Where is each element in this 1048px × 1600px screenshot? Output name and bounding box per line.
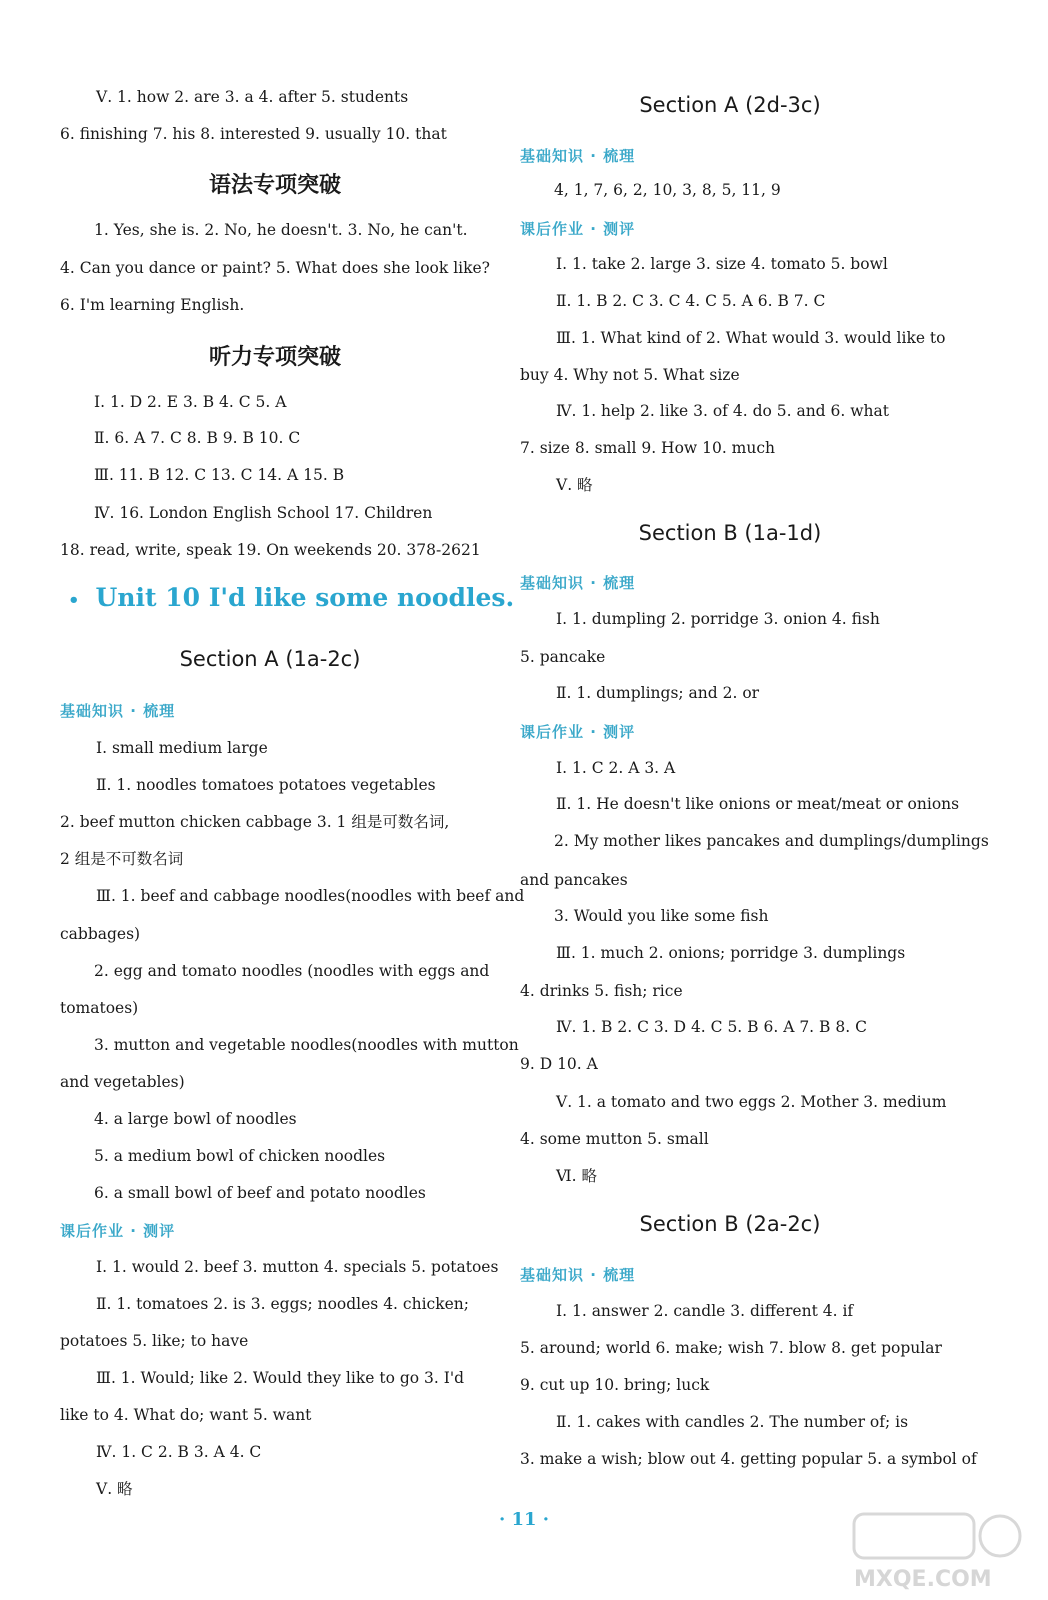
basic-knowledge-label: 基础知识 · 梳理 <box>520 147 636 165</box>
text-line: 6. finishing 7. his 8. interested 9. usually 10. that <box>60 125 447 143</box>
text-line: 9. D 10. A <box>520 1055 598 1073</box>
grammar-heading: 语法专项突破 <box>208 173 341 198</box>
text-line: potatoes 5. like; to have <box>60 1332 249 1350</box>
text-line: 7. size 8. small 9. How 10. much <box>520 439 776 457</box>
text-line: Ⅴ. 略 <box>96 1480 133 1498</box>
text-line: Ⅳ. 16. London English School 17. Children <box>94 504 433 522</box>
text-line: Ⅱ. 1. tomatoes 2. is 3. eggs; noodles 4. chicken; <box>96 1295 469 1313</box>
basic-knowledge-label: 基础知识 · 梳理 <box>520 574 636 592</box>
text-line: and pancakes <box>520 871 628 889</box>
text-line: 4. a large bowl of noodles <box>94 1110 297 1128</box>
text-line: Ⅱ. 1. B 2. C 3. C 4. C 5. A 6. B 7. C <box>556 292 826 310</box>
text-line: 9. cut up 10. bring; luck <box>520 1376 710 1394</box>
text-line: Ⅵ. 略 <box>556 1167 597 1185</box>
text-line: Ⅴ. 1. how 2. are 3. a 4. after 5. students <box>96 88 409 106</box>
text-line: 4. Can you dance or paint? 5. What does she look like? <box>60 259 490 277</box>
text-line: 2. beef mutton chicken cabbage 3. 1 组是可数名词, <box>60 813 450 831</box>
text-line: 3. Would you like some fish <box>554 907 769 925</box>
text-line: 3. mutton and vegetable noodles(noodles with mutton <box>94 1036 519 1054</box>
text-line: 4. some mutton 5. small <box>520 1130 709 1148</box>
text-line: Ⅰ. 1. C 2. A 3. A <box>556 759 676 777</box>
text-line: Ⅱ. 1. noodles tomatoes potatoes vegetables <box>96 776 436 794</box>
listening-heading: 听力专项突破 <box>208 345 341 370</box>
homework-label: 课后作业 · 测评 <box>520 220 636 238</box>
text-line: 18. read, write, speak 19. On weekends 20. 378-2621 <box>60 541 481 559</box>
text-line: 5. around; world 6. make; wish 7. blow 8. get popular <box>520 1339 942 1357</box>
text-line: Ⅳ. 1. help 2. like 3. of 4. do 5. and 6. what <box>556 402 889 420</box>
unit-title <box>68 583 514 612</box>
text-line: 5. a medium bowl of chicken noodles <box>94 1147 386 1165</box>
text-line: Ⅰ. small medium large <box>96 739 268 757</box>
bullet-icon: • <box>68 590 80 611</box>
section-heading: Section B (2a-2c) <box>639 1212 821 1236</box>
text-line: Ⅴ. 略 <box>556 476 593 494</box>
text-line: Ⅰ. 1. take 2. large 3. size 4. tomato 5. bowl <box>556 255 888 273</box>
text-line: Ⅳ. 1. B 2. C 3. D 4. C 5. B 6. A 7. B 8. C <box>556 1018 867 1036</box>
section-heading: Section A (2d-3c) <box>639 93 821 117</box>
text-line: Ⅰ. 1. would 2. beef 3. mutton 4. specials 5. potatoes <box>96 1258 499 1276</box>
homework-label: 课后作业 · 测评 <box>520 723 636 741</box>
watermark-logo-icon <box>850 1508 1030 1592</box>
text-line: Ⅲ. 1. What kind of 2. What would 3. would like to <box>556 329 946 347</box>
watermark-text: MXQE.COM <box>854 1567 992 1592</box>
text-line: 2. My mother likes pancakes and dumplings/dumplings <box>554 832 989 850</box>
text-line: Ⅰ. 1. dumpling 2. porridge 3. onion 4. fish <box>556 610 880 628</box>
section-heading: Section A (1a-2c) <box>179 647 361 671</box>
text-line: Ⅲ. 1. beef and cabbage noodles(noodles with beef and <box>96 887 525 905</box>
text-line: and vegetables) <box>60 1073 185 1091</box>
text-line: Ⅱ. 1. He doesn't like onions or meat/meat or onions <box>556 795 960 813</box>
text-line: Ⅲ. 11. B 12. C 13. C 14. A 15. B <box>94 466 345 484</box>
text-line: like to 4. What do; want 5. want <box>60 1406 312 1424</box>
text-line: 4. drinks 5. fish; rice <box>520 982 683 1000</box>
text-line: buy 4. Why not 5. What size <box>520 366 740 384</box>
text-line: Ⅰ. 1. D 2. E 3. B 4. C 5. A <box>94 393 287 411</box>
page-number: · 11 · <box>498 1509 550 1530</box>
text-line: 6. I'm learning English. <box>60 296 245 314</box>
text-line: 3. make a wish; blow out 4. getting popular 5. a symbol of <box>520 1450 977 1468</box>
text-line: cabbages) <box>60 925 141 943</box>
text-line: 1. Yes, she is. 2. No, he doesn't. 3. No, he can't. <box>94 221 468 239</box>
text-line: tomatoes) <box>60 999 139 1017</box>
text-line: 2. egg and tomato noodles (noodles with eggs and <box>94 962 490 980</box>
text-line: Ⅰ. 1. answer 2. candle 3. different 4. if <box>556 1302 854 1320</box>
homework-label: 课后作业 · 测评 <box>60 1222 176 1240</box>
basic-knowledge-label: 基础知识 · 梳理 <box>520 1266 636 1284</box>
text-line: 5. pancake <box>520 648 606 666</box>
section-heading: Section B (1a-1d) <box>638 521 822 545</box>
text-line: Ⅳ. 1. C 2. B 3. A 4. C <box>96 1443 262 1461</box>
text-line: 4, 1, 7, 6, 2, 10, 3, 8, 5, 11, 9 <box>554 181 781 199</box>
text-line: 2 组是不可数名词 <box>60 850 184 868</box>
text-line: 6. a small bowl of beef and potato noodles <box>94 1184 426 1202</box>
text-line: Ⅱ. 1. dumplings; and 2. or <box>556 684 760 702</box>
unit-title-text: Unit 10 I'd like some noodles. <box>95 583 515 612</box>
text-line: Ⅴ. 1. a tomato and two eggs 2. Mother 3. medium <box>556 1093 947 1111</box>
basic-knowledge-label: 基础知识 · 梳理 <box>60 702 176 720</box>
text-line: Ⅲ. 1. Would; like 2. Would they like to go 3. I'd <box>96 1369 465 1387</box>
text-line: Ⅱ. 6. A 7. C 8. B 9. B 10. C <box>94 429 301 447</box>
text-line: Ⅱ. 1. cakes with candles 2. The number of; is <box>556 1413 909 1431</box>
text-line: Ⅲ. 1. much 2. onions; porridge 3. dumplings <box>556 944 906 962</box>
